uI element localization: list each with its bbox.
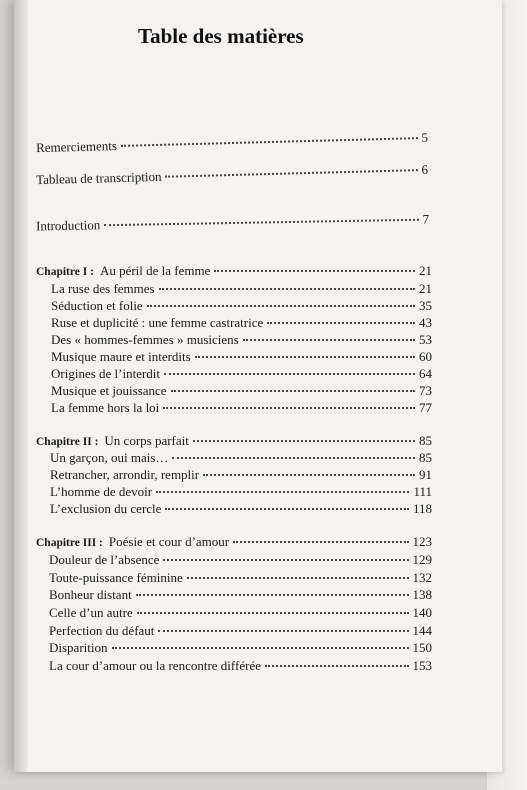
dot-leader <box>243 326 415 341</box>
toc-entry-page: 60 <box>419 349 432 364</box>
dot-leader <box>233 528 408 543</box>
toc-entry-page: 6 <box>421 161 429 178</box>
dot-leader <box>104 206 418 226</box>
toc-entry-page: 43 <box>419 315 432 330</box>
dot-leader <box>267 309 415 324</box>
toc-entry-label: Origines de l’interdit <box>51 366 161 381</box>
chapter-number: Chapitre III : <box>36 537 103 549</box>
table-of-contents <box>24 0 502 772</box>
dot-leader <box>137 599 409 614</box>
toc-entry-label: Remerciements <box>35 138 118 156</box>
dot-leader <box>193 427 415 442</box>
toc-entry-page: 7 <box>422 211 430 227</box>
dot-leader <box>156 478 409 493</box>
toc-entry-page: 85 <box>419 450 432 465</box>
book-page <box>14 0 502 772</box>
dot-leader <box>163 394 415 409</box>
toc-entry-page: 123 <box>412 534 432 549</box>
toc-entry-page: 21 <box>419 281 432 296</box>
toc-entry-page: 21 <box>419 263 432 278</box>
dot-leader <box>165 495 409 510</box>
chapter-number: Chapitre II : <box>36 436 99 448</box>
toc-entry-page: 77 <box>419 400 432 415</box>
toc-entry-label: La cour d’amour ou la rencontre différée <box>49 658 261 673</box>
chapter-title: Poésie et cour d’amour <box>108 534 230 549</box>
dot-leader <box>187 564 409 579</box>
toc-entry-label: Disparition <box>49 640 108 655</box>
toc-section-entry[interactable] <box>49 655 432 674</box>
toc-entry-page: 132 <box>412 570 432 585</box>
dot-leader <box>195 343 415 358</box>
toc-entry-page: 53 <box>419 332 432 347</box>
toc-entry-label: La ruse des femmes <box>51 281 155 296</box>
dot-leader <box>172 444 415 459</box>
toc-entry-label: Un garçon, oui mais… <box>50 450 169 465</box>
dot-leader <box>171 377 415 392</box>
toc-entry-label: Douleur de l’absence <box>49 552 160 567</box>
toc-entry-page: 73 <box>419 383 432 398</box>
toc-entry-page: 138 <box>412 587 432 602</box>
dot-leader <box>158 617 408 632</box>
toc-entry-label: Musique maure et interdits <box>51 349 191 364</box>
dot-leader <box>164 360 415 375</box>
toc-entry-label: Perfection du défaut <box>49 623 155 638</box>
dot-leader <box>163 546 408 561</box>
dot-leader <box>165 156 417 178</box>
toc-entry-label: Ruse et duplicité : une femme castratrice <box>51 315 264 330</box>
toc-entry-label: L’exclusion du cercle <box>50 501 162 516</box>
toc-entry-label: Tableau de transcription <box>35 168 162 188</box>
dot-leader <box>112 634 409 649</box>
toc-entry-label: Séduction et folie <box>51 298 143 313</box>
toc-entry-label: La femme hors la loi <box>51 400 160 415</box>
dot-leader <box>203 461 415 476</box>
toc-entry-page: 91 <box>419 467 432 482</box>
toc-entry-label: Retrancher, arrondir, remplir <box>50 467 200 482</box>
dot-leader <box>214 257 415 272</box>
toc-entry-page: 35 <box>419 298 432 313</box>
toc-entry-label: Introduction <box>35 217 101 234</box>
chapter-number: Chapitre I : <box>36 266 94 278</box>
toc-entry-page: 140 <box>412 605 432 620</box>
toc-entry-page: 5 <box>421 129 429 146</box>
dot-leader <box>265 652 409 667</box>
toc-entry-remerciements[interactable] <box>36 127 428 156</box>
toc-entry-page: 129 <box>412 552 432 567</box>
toc-entry-tableau[interactable] <box>36 159 428 188</box>
toc-entry-label: L’homme de devoir <box>50 484 153 499</box>
toc-entry-page: 85 <box>419 433 432 448</box>
toc-entry-label: Celle d’un autre <box>49 605 133 620</box>
toc-section-entry[interactable] <box>50 498 432 517</box>
toc-entry-page: 64 <box>419 366 432 381</box>
toc-entry-label: Toute-puissance féminine <box>49 570 183 585</box>
toc-entry-introduction[interactable] <box>36 209 429 235</box>
toc-entry-page: 153 <box>412 658 432 673</box>
toc-entry-label: Musique et jouissance <box>51 383 167 398</box>
dot-leader <box>121 124 418 147</box>
chapter-title: Un corps parfait <box>104 433 189 448</box>
dot-leader <box>159 275 415 290</box>
chapter-title: Au péril de la femme <box>99 263 211 278</box>
toc-section-entry[interactable] <box>51 397 432 416</box>
toc-entry-page: 118 <box>412 501 432 516</box>
toc-entry-page: 111 <box>413 484 432 499</box>
dot-leader <box>136 581 409 596</box>
dot-leader <box>147 292 415 307</box>
page-title: Table des matières <box>138 24 304 48</box>
toc-entry-page: 144 <box>412 623 432 638</box>
toc-entry-label: Bonheur distant <box>49 587 132 602</box>
toc-entry-label: Des « hommes-femmes » musiciens <box>51 332 239 347</box>
toc-entry-page: 150 <box>412 640 432 655</box>
